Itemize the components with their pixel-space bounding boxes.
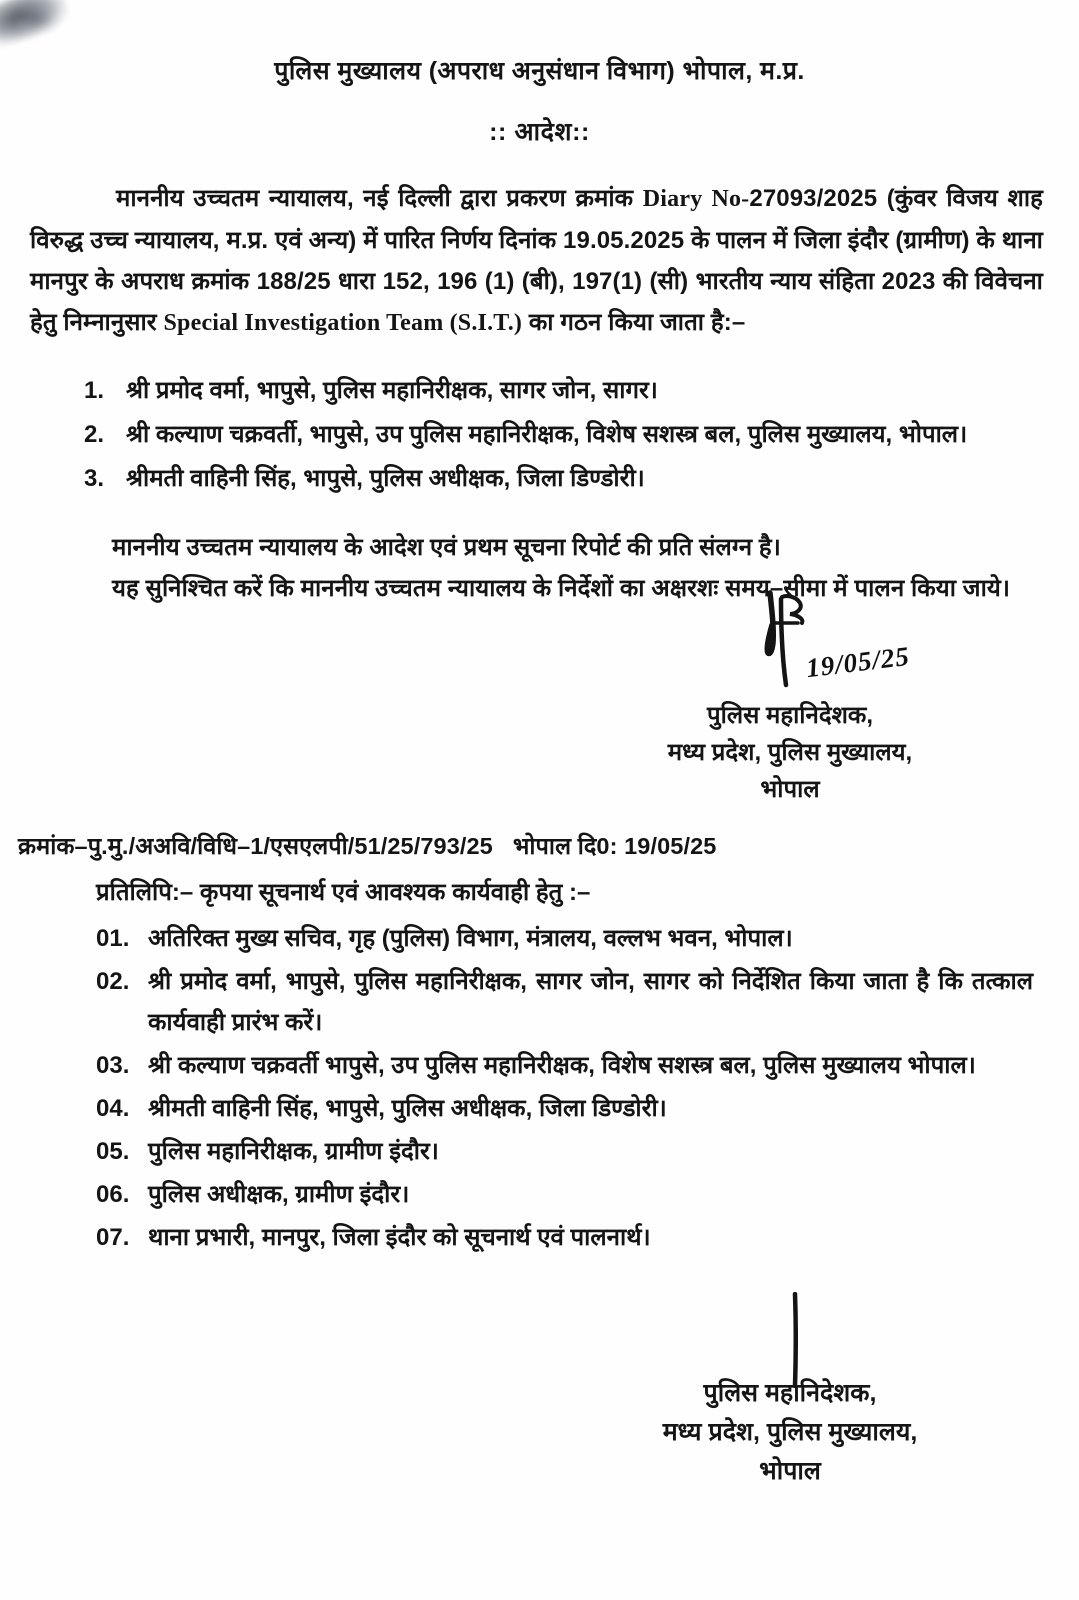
reference-place-date: भोपाल दि0: 19/05/25 bbox=[512, 833, 717, 859]
signatory-line-1: पुलिस महानिदेशक, bbox=[703, 1379, 877, 1407]
list-item-number: 04. bbox=[96, 1095, 130, 1122]
list-item-number: 05. bbox=[96, 1138, 130, 1165]
handwritten-date: 19/05/25 bbox=[804, 640, 912, 684]
list-item bbox=[96, 1045, 1033, 1086]
diary-number-label: Diary No- bbox=[642, 186, 750, 212]
list-item bbox=[96, 1131, 1033, 1172]
list-item-number: 1. bbox=[84, 377, 105, 404]
signatory-line-3: भोपाल bbox=[760, 776, 820, 803]
list-item-text: अतिरिक्त मुख्य सचिव, गृह (पुलिस) विभाग, मंत्रालय, वल्लभ भवन, भोपाल। bbox=[148, 925, 793, 952]
signatory-line-3: भोपाल bbox=[759, 1457, 821, 1485]
signatory-line-2: मध्य प्रदेश, पुलिस मुख्यालय, bbox=[662, 1418, 918, 1446]
signatory-designation-top bbox=[560, 697, 1020, 808]
list-item-text: थाना प्रभारी, मानपुर, जिला इंदौर को सूचनार्थ एवं पालनार्थ। bbox=[148, 1224, 651, 1251]
list-item-text: पुलिस अधीक्षक, ग्रामीण इंदौर। bbox=[148, 1181, 410, 1208]
signature-block-top bbox=[0, 619, 1079, 829]
list-item bbox=[96, 1174, 1033, 1215]
reference-number: क्रमांक–पु.मु./अअवि/विधि–1/एसएलपी/51/25/793/25 bbox=[18, 833, 493, 859]
list-item-text: श्री प्रमोद वर्मा, भापुसे, पुलिस महानिरीक्षक, सागर जोन, सागर को निर्देशित किया जाता है कि तत्काल कार्यवाही प्रारंभ करें। bbox=[148, 968, 1033, 1036]
list-item-text: श्री कल्याण चक्रवर्ती, भापुसे, उप पुलिस महानिरीक्षक, विशेष सशस्त्र बल, पुलिस मुख्यालय, भोपाल। bbox=[126, 421, 968, 448]
list-item-number: 2. bbox=[84, 421, 105, 448]
list-item-number: 07. bbox=[96, 1224, 130, 1251]
reference-line bbox=[18, 829, 1049, 861]
main-paragraph bbox=[30, 178, 1043, 344]
paragraph-text-part-3: का गठन किया जाता है:– bbox=[522, 309, 746, 336]
compliance-paragraph: यह सुनिश्चित करें कि माननीय उच्चतम न्यायालय के निर्देशों का अक्षरशः समय–सीमा में पालन किया जाये। bbox=[112, 575, 1011, 602]
signatory-line-2: मध्य प्रदेश, पुलिस मुख्यालय, bbox=[667, 739, 913, 766]
list-item-number: 06. bbox=[96, 1181, 130, 1208]
list-item bbox=[84, 370, 1029, 411]
attachment-paragraph: माननीय उच्चतम न्यायालय के आदेश एवं प्रथम सूचना रिपोर्ट की प्रति संलग्न है। bbox=[112, 534, 781, 561]
list-item bbox=[84, 414, 1029, 455]
list-item bbox=[96, 961, 1033, 1043]
list-item-number: 01. bbox=[96, 925, 130, 952]
paragraph-text-part-1: माननीय उच्चतम न्यायालय, नई दिल्ली द्वारा प्रकरण क्रमांक bbox=[116, 185, 643, 212]
list-item-number: 03. bbox=[96, 1052, 130, 1079]
list-item-text: पुलिस महानिरीक्षक, ग्रामीण इंदौर। bbox=[148, 1138, 439, 1165]
closing-paragraphs bbox=[112, 527, 1043, 609]
sit-term: Special Investigation Team (S.I.T.) bbox=[163, 310, 523, 336]
copy-distribution-header: प्रतिलिपि:– कृपया सूचनार्थ एवं आवश्यक कार्यवाही हेतु :– bbox=[96, 879, 591, 906]
paragraph-text-part-2: 27093/2025 (कुंवर विजय शाह विरुद्ध उच्च न्यायालय, म.प्र. एवं अन्य) में पारित निर्णय दिनांक 19.05.2025 के पालन में जिला इंदौर (ग्रामीण) के थाना मानपुर के अपराध क्रमांक 188/25 धारा 152, 196 (1) (बी), 197(1) (सी) भारतीय न्याय संहिता 2023 की विवेचना हेतु निम्नानुसार bbox=[30, 185, 1043, 336]
main-paragraph-block bbox=[30, 178, 1043, 344]
list-item-text: श्रीमती वाहिनी सिंह, भापुसे, पुलिस अधीक्षक, जिला डिण्डोरी। bbox=[126, 465, 645, 492]
list-item-text: श्री कल्याण चक्रवर्ती भापुसे, उप पुलिस महानिरीक्षक, विशेष सशस्त्र बल, पुलिस मुख्यालय भोपाल। bbox=[148, 1052, 976, 1079]
list-item bbox=[84, 458, 1029, 499]
order-title: :: आदेश:: bbox=[489, 118, 590, 146]
list-item-number: 02. bbox=[96, 968, 130, 995]
list-item-number: 3. bbox=[84, 465, 105, 492]
list-item-text: श्रीमती वाहिनी सिंह, भापुसे, पुलिस अधीक्षक, जिला डिण्डोरी। bbox=[148, 1095, 667, 1122]
sit-member-list bbox=[84, 370, 1029, 499]
office-heading: पुलिस मुख्यालय (अपराध अनुसंधान विभाग) भोपाल, म.प्र. bbox=[274, 57, 805, 85]
list-item-text: श्री प्रमोद वर्मा, भापुसे, पुलिस महानिरीक्षक, सागर जोन, सागर। bbox=[126, 377, 658, 404]
signature-block-bottom bbox=[0, 1286, 1079, 1506]
list-item bbox=[96, 918, 1033, 959]
list-item bbox=[96, 1217, 1033, 1258]
copy-distribution-list bbox=[96, 918, 1033, 1258]
signatory-line-1: पुलिस महानिदेशक, bbox=[706, 702, 874, 729]
signatory-designation-bottom bbox=[560, 1374, 1020, 1491]
list-item bbox=[96, 1088, 1033, 1129]
